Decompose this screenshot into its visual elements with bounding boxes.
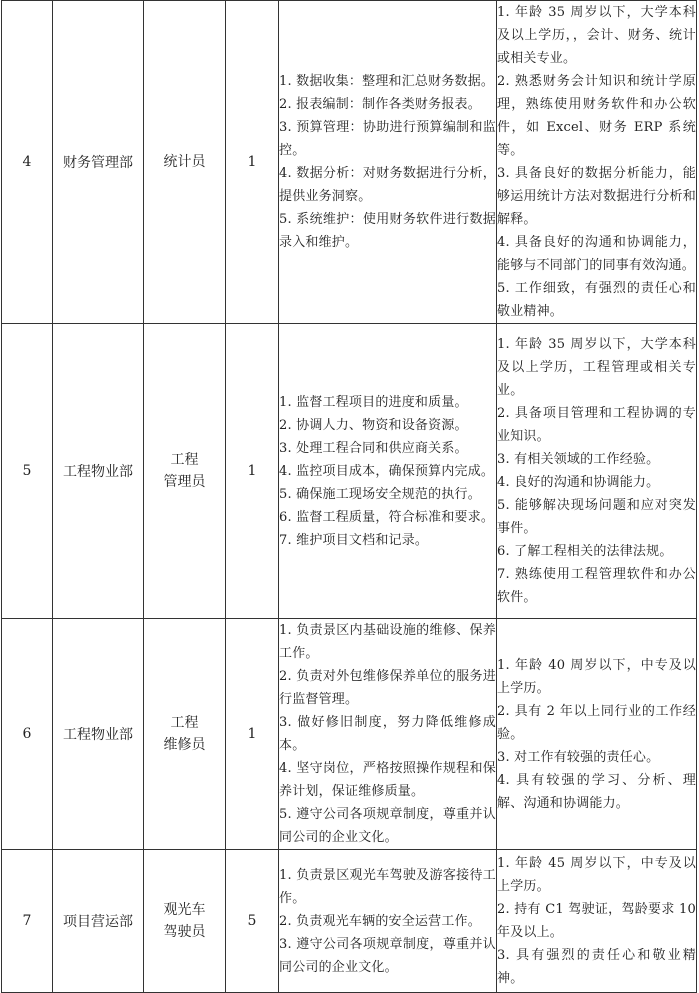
requirement-item: 1. 年龄 35 周岁以下，大学本科及以上学历，，会计、财务、统计或相关专业。 xyxy=(497,5,696,66)
row-number: 6 xyxy=(2,619,53,850)
requirement-item: 4. 具有较强的学习、分析、理解、沟通和协调能力。 xyxy=(497,772,696,811)
position-cell xyxy=(144,619,226,850)
headcount-cell: 1 xyxy=(226,1,279,324)
row-number: 5 xyxy=(2,324,53,619)
requirement-item: 1. 年龄 35 周岁以下，大学本科及以上学历，工程管理或相关专业。 xyxy=(497,337,696,398)
duty-item: 6. 监督工程质量，符合标准和要求。 xyxy=(279,509,495,525)
position-line: 工程 xyxy=(170,452,199,468)
duties-cell xyxy=(279,324,497,619)
requirement-item: 4. 具备良好的沟通和协调能力，能够与不同部门的同事有效沟通。 xyxy=(497,235,696,273)
requirement-item: 2. 熟悉财务会计知识和统计学原理，熟练使用财务软件和办公软件，如 Excel、财务 ERP 系统等。 xyxy=(497,74,696,158)
row-number: 4 xyxy=(2,1,53,324)
requirement-item: 6. 了解工程相关的法律法规。 xyxy=(497,544,673,559)
position-line: 观光车 xyxy=(163,902,206,918)
duties-cell xyxy=(279,1,497,324)
position-cell xyxy=(144,324,226,619)
duty-item: 1. 负责景区观光车驾驶及游客接待工作。 xyxy=(279,867,496,906)
table-row xyxy=(2,850,697,993)
position-cell xyxy=(144,850,226,993)
requirements-cell xyxy=(497,324,697,619)
duty-item: 4. 监控项目成本，确保预算内完成。 xyxy=(279,463,495,479)
department-cell: 工程物业部 xyxy=(53,324,144,619)
job-table xyxy=(1,0,697,993)
requirement-item: 5. 能够解决现场问题和应对突发事件。 xyxy=(497,498,696,536)
requirement-item: 2. 具有 2 年以上同行业的工作经验。 xyxy=(497,703,696,742)
position-line: 统计员 xyxy=(163,154,206,170)
position-cell xyxy=(144,1,226,324)
table-row xyxy=(2,1,697,324)
position-line: 维修员 xyxy=(163,737,206,753)
duty-item: 2. 协调人力、物资和设备资源。 xyxy=(279,417,468,433)
row-number: 7 xyxy=(2,850,53,993)
department-cell: 财务管理部 xyxy=(53,1,144,324)
requirement-item: 1. 年龄 45 周岁以下，中专及以上学历。 xyxy=(497,856,696,894)
duty-item: 4. 数据分析：对财务数据进行分析，提供业务洞察。 xyxy=(279,166,496,204)
duty-item: 1. 监督工程项目的进度和质量。 xyxy=(279,394,468,410)
requirement-item: 2. 持有 C1 驾驶证，驾龄要求 10 年及以上。 xyxy=(497,902,696,940)
requirement-item: 3. 具备良好的数据分析能力，能够运用统计方法对数据进行分析和解释。 xyxy=(497,166,696,227)
requirement-item: 3. 具有强烈的责任心和敬业精神。 xyxy=(497,948,696,986)
duty-item: 5. 系统维护：使用财务软件进行数据录入和维护。 xyxy=(279,212,496,250)
duty-item: 1. 负责景区内基础设施的维修、保养工作。 xyxy=(279,623,496,661)
duty-item: 7. 维护项目文档和记录。 xyxy=(279,532,429,548)
duty-item: 1. 数据收集：整理和汇总财务数据。 xyxy=(279,74,495,89)
duty-item: 4. 坚守岗位，严格按照操作规程和保养计划，保证维修质量。 xyxy=(279,761,496,799)
duties-cell xyxy=(279,619,497,850)
position-line: 驾驶员 xyxy=(163,924,206,940)
job-table-body xyxy=(2,1,697,993)
duties-cell xyxy=(279,850,497,993)
duty-item: 3. 预算管理：协助进行预算编制和监控。 xyxy=(279,120,496,158)
requirements-cell xyxy=(497,1,697,324)
duty-item: 2. 报表编制：制作各类财务报表。 xyxy=(279,97,481,112)
department-cell: 项目营运部 xyxy=(53,850,144,993)
requirement-item: 1. 年龄 40 周岁以下，中专及以上学历。 xyxy=(497,657,696,696)
duty-item: 3. 做好修旧制度，努力降低维修成本。 xyxy=(279,715,496,753)
duty-item: 2. 负责对外包维修保养单位的服务进行监督管理。 xyxy=(279,669,496,707)
headcount-cell: 1 xyxy=(226,619,279,850)
duty-item: 5. 遵守公司各项规章制度，尊重并认同公司的企业文化。 xyxy=(279,807,496,845)
department-cell: 工程物业部 xyxy=(53,619,144,850)
requirement-item: 3. 对工作有较强的责任心。 xyxy=(497,749,660,765)
table-row xyxy=(2,324,697,619)
headcount-cell: 1 xyxy=(226,324,279,619)
position-line: 管理员 xyxy=(163,474,206,490)
position-line: 工程 xyxy=(170,715,199,731)
duty-item: 2. 负责观光车辆的安全运营工作。 xyxy=(279,913,481,929)
requirement-item: 4. 良好的沟通和协调能力。 xyxy=(497,475,660,490)
requirement-item: 7. 熟练使用工程管理软件和办公软件。 xyxy=(497,567,696,605)
table-row xyxy=(2,619,697,850)
headcount-cell: 5 xyxy=(226,850,279,993)
duty-item: 3. 遵守公司各项规章制度，尊重并认同公司的企业文化。 xyxy=(279,936,496,975)
requirement-item: 5. 工作细致，有强烈的责任心和敬业精神。 xyxy=(497,281,696,319)
requirement-item: 3. 有相关领域的工作经验。 xyxy=(497,452,660,467)
duty-item: 3. 处理工程合同和供应商关系。 xyxy=(279,440,468,456)
requirement-item: 2. 具备项目管理和工程协调的专业知识。 xyxy=(497,406,696,444)
requirements-cell xyxy=(497,850,697,993)
requirements-cell xyxy=(497,619,697,850)
duty-item: 5. 确保施工现场安全规范的执行。 xyxy=(279,486,481,502)
